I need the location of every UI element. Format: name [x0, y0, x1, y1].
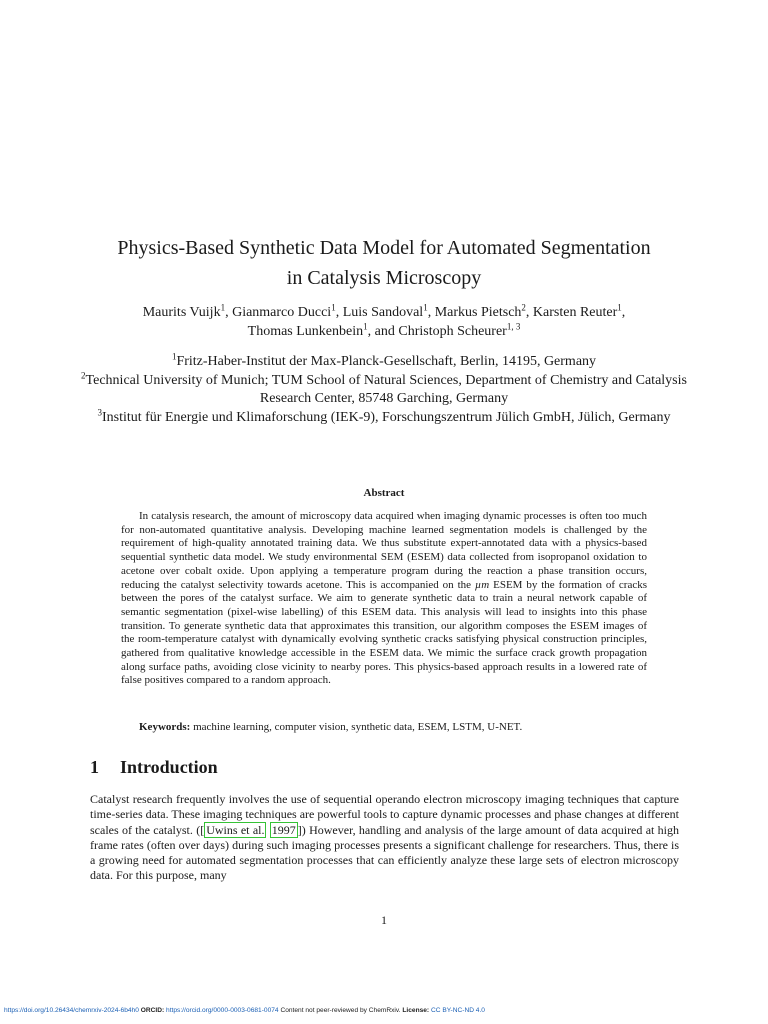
abstract-text-part-1: In catalysis research, the amount of microscopy data acquired when imaging dynamic processes is often too much for non-automated quantitative analysis. Developing machine learned segmentation models is challenged by the requirement of high-quality annotated training data. We thus substitute expert-annotated data with a physics-based sequential synthetic data model. We study environmental SEM (ESEM) data collected from isopropanol oxidation to acetone over cobalt oxide. Upon applying a temperature program during the reaction a phase transition occurs, reducing the catalyst selectivity towards acetone. This is accompanied on the — [121, 510, 647, 591]
author-affil-sup: 1 — [331, 302, 336, 313]
author-name: Luis Sandoval — [342, 305, 424, 320]
affiliation-1 — [80, 353, 688, 372]
orcid-label: ORCID: — [140, 1007, 165, 1014]
keywords-text: machine learning, computer vision, synthetic data, ESEM, LSTM, U-NET. — [190, 721, 523, 733]
author-affil-sup: 1 — [617, 302, 622, 313]
author-line-2 — [80, 322, 688, 341]
affiliation-text: Technical University of Munich; TUM School of Natural Sciences, Department of Chemistry and Catalysis Research Center, 85748 Garching, Germany — [85, 372, 687, 406]
paper-title — [80, 233, 688, 293]
doi-link[interactable]: https://doi.org/10.26434/chemrxiv-2024-6b4h0 — [4, 1007, 139, 1014]
author-affil-sup: 2 — [521, 302, 526, 313]
author-sep: , — [621, 305, 626, 320]
affiliation-text: Institut für Energie und Klimaforschung (IEK-9), Forschungszentrum Jülich GmbH, Jülich, Germany — [101, 409, 671, 425]
author-name: Christoph Scheurer — [398, 324, 507, 339]
affiliation-list — [80, 353, 688, 427]
intro-text-part-1: Catalyst research frequently involves the use of sequential operando electron microscopy imaging techniques that capture time-series data. These imaging techniques are powerful tools to capture dynamic processes and phase changes at different scales of the catalyst. ([ — [90, 792, 680, 837]
title-line-2: in Catalysis Microscopy — [286, 267, 482, 289]
intro-paragraph — [90, 792, 679, 884]
review-note: Content not peer-reviewed by ChemRxiv. — [280, 1007, 401, 1014]
author-name: Karsten Reuter — [532, 305, 618, 320]
citation-link-author[interactable]: Uwins et al. — [206, 822, 265, 837]
page-number: 1 — [381, 913, 387, 927]
author-name: Maurits Vuijk — [142, 305, 221, 320]
citation-link-year[interactable]: 1997 — [271, 822, 296, 837]
author-line-1 — [80, 303, 688, 322]
author-list — [80, 303, 688, 341]
author-sep: , and — [367, 324, 399, 339]
affiliation-3 — [80, 406, 688, 428]
title-line-1: Physics-Based Synthetic Data Model for Automated Segmentation — [117, 237, 651, 259]
author-affil-sup: 1, 3 — [506, 321, 521, 332]
section-number: 1 — [90, 757, 99, 777]
author-sep: , — [525, 305, 533, 320]
keywords-label: Keywords: — [139, 721, 191, 733]
author-sep: , — [225, 305, 233, 320]
affiliation-sup: 1 — [171, 351, 177, 362]
author-name: Thomas Lunkenbein — [247, 324, 364, 339]
author-name: Gianmarco Ducci — [232, 305, 332, 320]
license-link[interactable]: CC BY-NC-ND 4.0 — [430, 1007, 485, 1014]
author-sep: , — [427, 305, 435, 320]
abstract-body — [121, 510, 647, 688]
affiliation-text: Fritz-Haber-Institut der Max-Planck-Gesellschaft, Berlin, 14195, Germany — [176, 354, 597, 369]
author-name: Markus Pietsch — [434, 305, 522, 320]
affiliation-sup: 3 — [97, 406, 102, 417]
author-affil-sup: 1 — [220, 302, 226, 313]
author-affil-sup: 1 — [363, 321, 368, 332]
orcid-link[interactable]: https://orcid.org/0000-0003-0681-0074 — [166, 1007, 279, 1014]
license-label: License: — [402, 1007, 430, 1014]
footer-bar — [4, 1007, 485, 1014]
section-title: Introduction — [120, 757, 218, 777]
affiliation-sup: 2 — [81, 369, 86, 380]
section-heading — [90, 757, 218, 778]
intro-text-part-2: ]) However, handling and analysis of the large amount of data acquired at high frame rates (often over days) during such imaging processes presents a significant challenge for researchers. Thus, there is a growing need for automated segmentation processes that can efficiently analyze these large sets of electron microscopy data. For this purpose, many — [90, 822, 680, 883]
keywords — [139, 720, 647, 734]
author-affil-sup: 1 — [423, 302, 428, 313]
abstract-heading: Abstract — [363, 487, 405, 499]
micrometer-unit: µm — [474, 578, 490, 591]
author-sep: , — [335, 305, 343, 320]
affiliation-2 — [80, 369, 688, 409]
abstract-text-part-2: ESEM by the formation of cracks between the pores of the catalyst surface. We aim to generate synthetic data to train a neural network capable of semantic segmentation (pixel-wise labelling) of this ESEM data. This analysis will lead to insights into this phase transition. To generate synthetic data that approximates this transition, our algorithm composes the ESEM images of the room-temperature catalyst with dynamically evolving synthetic cracks satisfying physical construction principles, gathered from qualitative knowledge accessible in the ESEM data. We mimic the surface crack growth propagation along surface paths, avoiding close vicinity to nearby pores. This physics-based approach results in a lowered rate of false positives compared to a random approach. — [121, 578, 648, 687]
